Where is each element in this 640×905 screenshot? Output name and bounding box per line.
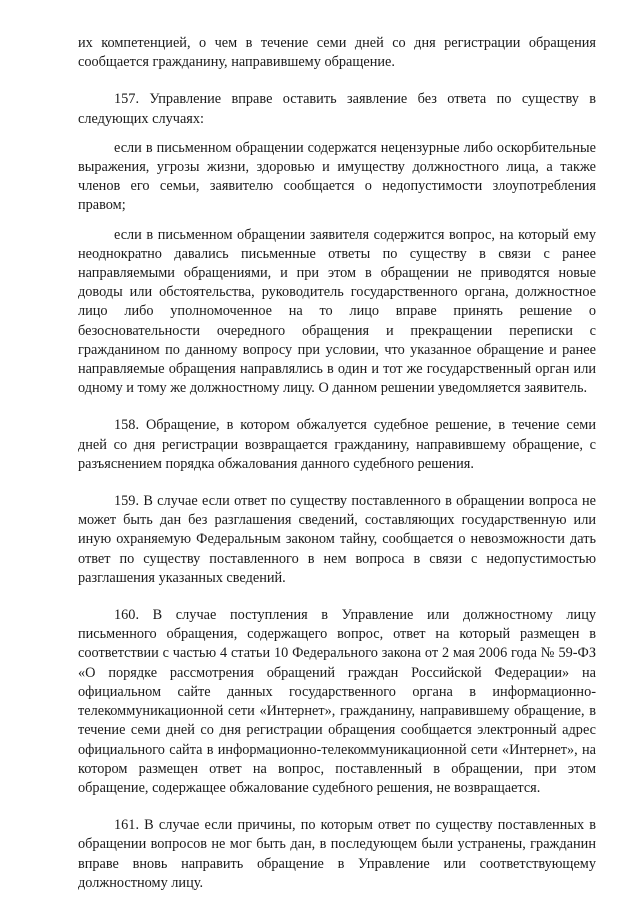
paragraph-160: 160. В случае поступления в Управление или должностному лицу письменного обращения, содержащего вопрос, ответ на который размещен в соответствии с частью 4 статьи 10 Федерального закона от 2 мая 2006 года № 59-ФЗ «О порядке рассмотрения обращений граждан Российской Федерации» на официальном сайте данных государственного органа в информационно-телекоммуникационной сети «Интернет», гражданину, направившему обращение, в течение семи дней со дня регистрации обращения сообщается электронный адрес официального сайта в информационно-телекоммуникационной сети «Интернет», на котором размещен ответ на вопрос, поставленный в обращении, при этом обращение, содержащее обжалование судебного решения, не возвращается. [78,607,596,796]
paragraph-continuation: их компетенцией, о чем в течение семи дней со дня регистрации обращения сообщается гражданину, направившему обращение. [78,35,596,71]
paragraph-161: 161. В случае если причины, по которым ответ по существу поставленных в обращении вопросов не мог быть дан, в последующем были устранены, гражданин вправе вновь направить обращение в Управление или соответствующему должностному лицу. [78,817,596,891]
paragraph-157-case-1: если в письменном обращении содержатся нецензурные либо оскорбительные выражения, угрозы жизни, здоровью и имуществу должностного лица, а также членов его семьи, заявителю сообщается о недопустимости злоупотребления правом; [78,139,596,214]
paragraph-157: 157. Управление вправе оставить заявление без ответа по существу в следующих случаях: [78,91,596,127]
paragraph-157-case-2: если в письменном обращении заявителя содержится вопрос, на который ему неоднократно давались письменные ответы по существу в связи с ранее направляемыми обращениями, и при этом в обращении не приводятся новые доводы или обстоятельства, руководитель государственного органа, должностное лицо либо уполномоченное на то лицо вправе принять решение о безосновательности очередного обращения и прекращении переписки с гражданином по данному вопросу при условии, что указанное обращение и ранее направляемые обращения направлялись в один и тот же государственный орган или одному и тому же должностному лицу. О данном решении уведомляется заявитель. [78,226,596,397]
document-page [78,34,596,893]
paragraph-159: 159. В случае если ответ по существу поставленного в обращении вопроса не может быть дан без разглашения сведений, составляющих государственную или иную охраняемую Федеральным законом тайну, сообщается о невозможности дать ответ по существу поставленного в нем вопроса в связи с недопустимостью разглашения указанных сведений. [78,493,596,586]
paragraph-158: 158. Обращение, в котором обжалуется судебное решение, в течение семи дней со дня регистрации возвращается гражданину, направившему обращение, с разъяснением порядка обжалования данного судебного решения. [78,417,596,472]
